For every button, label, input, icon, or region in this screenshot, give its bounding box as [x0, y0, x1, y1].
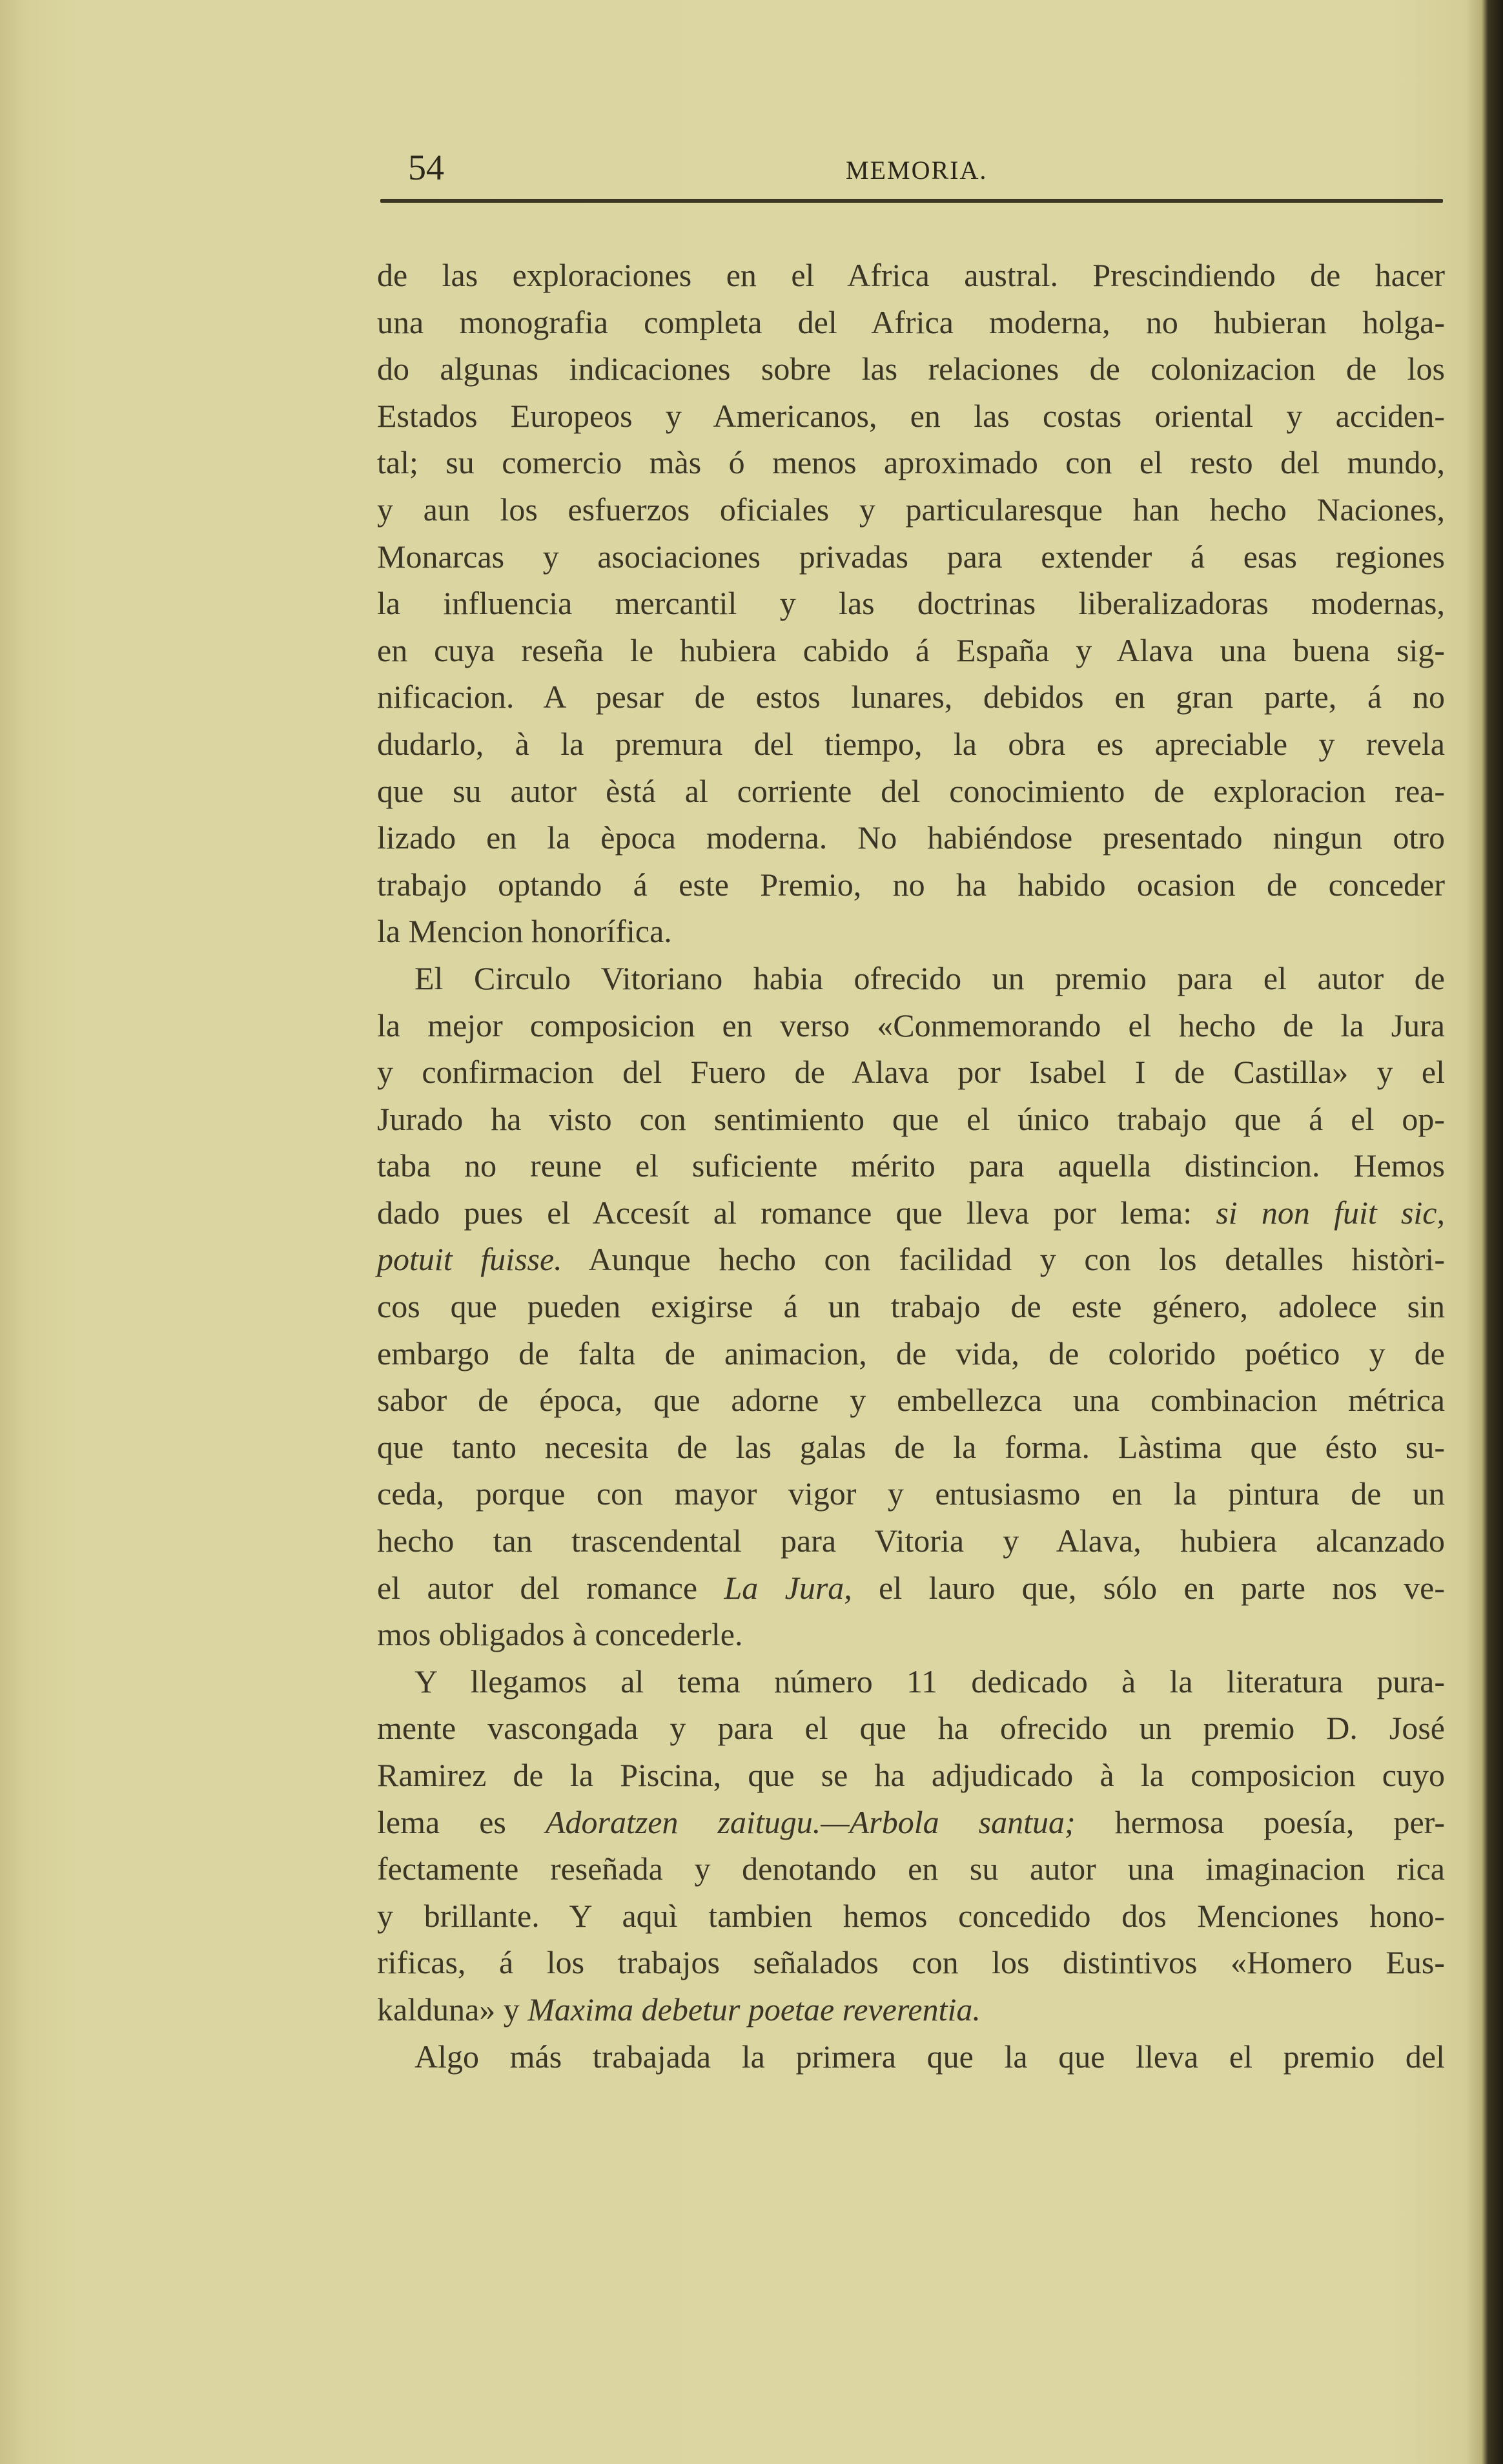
text-run: y aun los esfuerzos oficiales y particularesque han hecho Naciones,: [377, 491, 1445, 528]
text-run: Monarcas y asociaciones privadas para extender á esas regiones: [377, 538, 1445, 575]
text-line: [377, 1893, 1445, 1940]
text-line: [377, 1986, 1445, 2033]
text-line: [377, 2033, 1445, 2080]
text-line: [377, 1517, 1445, 1565]
text-run: tal; su comercio màs ó menos aproximado con el resto del mundo,: [377, 444, 1445, 481]
text-line: [377, 1705, 1445, 1752]
italic-text: si non fuit sic,: [1216, 1194, 1445, 1231]
text-run: de las exploraciones en el Africa austral. Prescindiendo de hacer: [377, 257, 1445, 293]
text-line: [377, 955, 1445, 1002]
text-run: en cuya reseña le hubiera cabido á España y Alava una buena sig-: [377, 631, 1445, 668]
italic-text: Adoratzen zaitugu.—Arbola santua;: [545, 1803, 1076, 1840]
text-run: el autor del romance: [377, 1569, 724, 1606]
text-line: [377, 814, 1445, 861]
text-line: [377, 1565, 1445, 1612]
text-run: lema es: [377, 1803, 546, 1840]
text-run: Aunque hecho con facilidad y con los detalles històri-: [562, 1241, 1445, 1278]
text-run: dudarlo, à la premura del tiempo, la obra es apreciable y revela: [377, 725, 1445, 762]
text-run: Algo más trabajada la primera que la que lleva el premio del: [414, 2038, 1445, 2075]
text-run: El Circulo Vitoriano habia ofrecido un premio para el autor de: [414, 960, 1445, 996]
text-line: [377, 1236, 1445, 1283]
text-run: sabor de época, que adorne y embellezca una combinacion métrica: [377, 1382, 1445, 1419]
text-line: [377, 533, 1445, 580]
italic-text: potuit fuisse.: [377, 1241, 562, 1278]
text-run: y brillante. Y aquì tambien hemos concedido dos Menciones hono-: [377, 1897, 1445, 1934]
text-run: kalduna» y: [377, 1991, 528, 2028]
text-run: la mejor composicion en verso «Conmemorando el hecho de la Jura: [377, 1007, 1445, 1043]
text-run: dado pues el Accesít al romance que lleva por lema:: [377, 1194, 1216, 1231]
italic-text: Maxima debetur poetae reverentia.: [527, 1991, 981, 2028]
body-text: [377, 252, 1445, 2080]
text-line: [377, 1096, 1445, 1143]
text-line: [377, 1424, 1445, 1471]
text-line: [377, 1799, 1445, 1846]
text-run: do algunas indicaciones sobre las relaciones de colonizacion de los: [377, 351, 1445, 387]
text-run: rificas, á los trabajos señalados con los distintivos «Homero Eus-: [377, 1944, 1445, 1981]
page-number: 54: [408, 148, 444, 188]
text-run: y confirmacion del Fuero de Alava por Isabel I de Castilla» y el: [377, 1054, 1445, 1091]
text-line: [377, 486, 1445, 533]
text-line: [377, 1377, 1445, 1424]
text-line: [377, 1752, 1445, 1799]
text-line: [377, 721, 1445, 768]
text-line: [377, 673, 1445, 721]
text-run: mos obligados à concederle.: [377, 1616, 743, 1653]
header-rule: [380, 199, 1443, 203]
text-run: mente vascongada y para el que ha ofrecido un premio D. José: [377, 1710, 1445, 1747]
text-run: que su autor èstá al corriente del conocimiento de exploracion rea-: [377, 772, 1445, 809]
text-run: el lauro que, sólo en parte nos ve-: [852, 1569, 1445, 1606]
text-run: hermosa poesía, per-: [1075, 1803, 1445, 1840]
text-run: embargo de falta de animacion, de vida, de colorido poético y de: [377, 1335, 1445, 1371]
running-head: MEMORIA.: [846, 156, 988, 185]
text-line: [377, 1845, 1445, 1893]
text-line: [377, 299, 1445, 346]
text-line: [377, 1939, 1445, 1986]
text-run: lizado en la època moderna. No habiéndose presentado ningun otro: [377, 819, 1445, 856]
text-line: [377, 345, 1445, 393]
text-line: [377, 580, 1445, 627]
text-line: [377, 1330, 1445, 1377]
text-line: [377, 252, 1445, 299]
text-line: [377, 1470, 1445, 1517]
text-line: [377, 1049, 1445, 1096]
text-run: hecho tan trascendental para Vitoria y Alava, hubiera alcanzado: [377, 1523, 1445, 1559]
text-line: [377, 908, 1445, 955]
text-run: cos que pueden exigirse á un trabajo de este género, adolece sin: [377, 1288, 1445, 1325]
text-line: [377, 1002, 1445, 1049]
text-line: [377, 1611, 1445, 1658]
text-line: [377, 861, 1445, 909]
text-run: trabajo optando á este Premio, no ha habido ocasion de conceder: [377, 866, 1445, 903]
italic-text: La Jura,: [724, 1569, 852, 1606]
text-run: Y llegamos al tema número 11 dedicado à la literatura pura-: [414, 1663, 1445, 1699]
text-line: [377, 1283, 1445, 1330]
text-run: una monografia completa del Africa moderna, no hubieran holga-: [377, 303, 1445, 340]
text-line: [377, 439, 1445, 486]
text-run: fectamente reseñada y denotando en su autor una imaginacion rica: [377, 1851, 1445, 1887]
text-run: Jurado ha visto con sentimiento que el único trabajo que á el op-: [377, 1100, 1445, 1137]
text-line: [377, 1142, 1445, 1189]
text-run: ceda, porque con mayor vigor y entusiasmo en la pintura de un: [377, 1475, 1445, 1512]
text-line: [377, 768, 1445, 815]
text-run: taba no reune el suficiente mérito para aquella distincion. Hemos: [377, 1147, 1445, 1184]
text-run: nificacion. A pesar de estos lunares, debidos en gran parte, á no: [377, 679, 1445, 715]
text-run: Estados Europeos y Americanos, en las costas oriental y acciden-: [377, 397, 1445, 434]
text-line: [377, 627, 1445, 674]
text-line: [377, 393, 1445, 440]
text-run: la influencia mercantil y las doctrinas liberalizadoras modernas,: [377, 585, 1445, 622]
text-run: la Mencion honorífica.: [377, 913, 672, 950]
text-run: que tanto necesita de las galas de la forma. Làstima que ésto su-: [377, 1428, 1445, 1465]
text-line: [377, 1189, 1445, 1237]
text-run: Ramirez de la Piscina, que se ha adjudicado à la composicion cuyo: [377, 1757, 1445, 1793]
text-line: [377, 1658, 1445, 1705]
